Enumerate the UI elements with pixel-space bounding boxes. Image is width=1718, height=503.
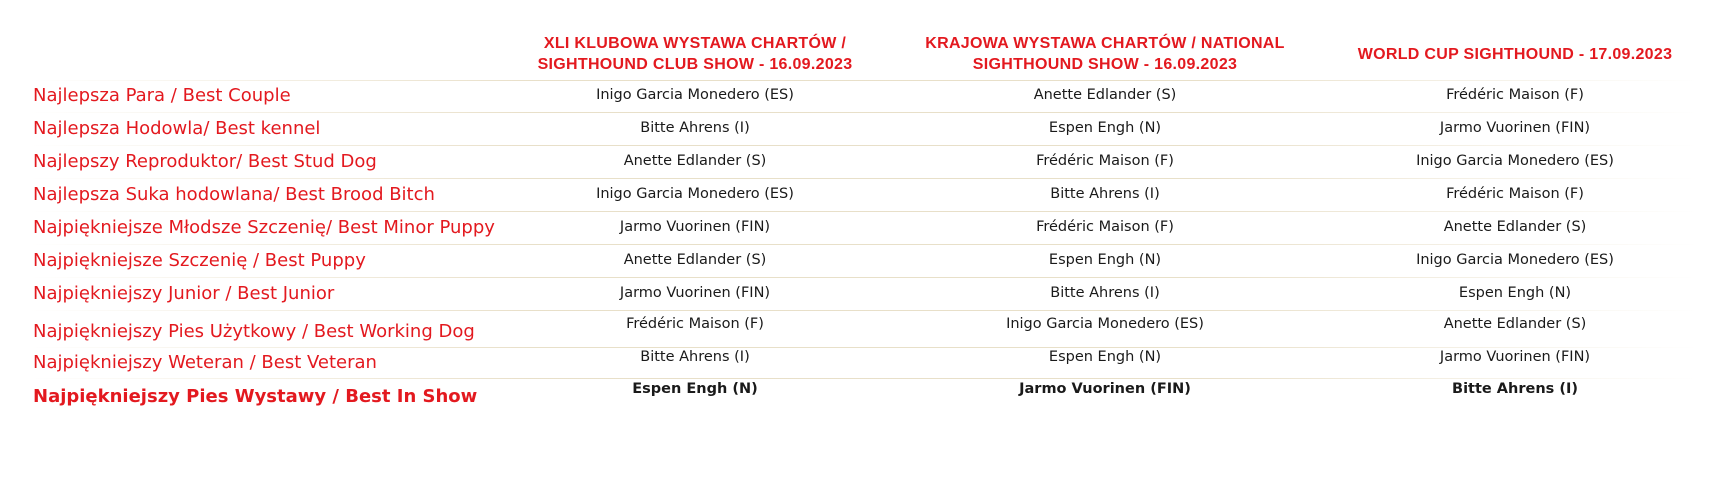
judge-cell: Jarmo Vuorinen (FIN) (1439, 120, 1591, 136)
table-row (0, 311, 1718, 348)
judge-cell: Espen Engh (N) (632, 381, 758, 397)
judge-cell: Anette Edlander (S) (1443, 316, 1587, 332)
judge-cell: Frédéric Maison (F) (1446, 87, 1584, 103)
category-label: Najpiękniejszy Pies Wystawy / Best In Show (33, 386, 478, 407)
judge-cell: Espen Engh (N) (1048, 349, 1162, 365)
judge-cell: Anette Edlander (S) (623, 153, 767, 169)
judge-cell: Jarmo Vuorinen (FIN) (1019, 381, 1191, 397)
table-row (0, 80, 1718, 113)
table-row-best-in-show (0, 379, 1718, 419)
judge-cell: Bitte Ahrens (I) (640, 349, 750, 365)
judge-cell: Bitte Ahrens (I) (1452, 381, 1578, 397)
judge-cell: Bitte Ahrens (I) (1050, 186, 1160, 202)
category-label: Najpiękniejszy Junior / Best Junior (33, 283, 335, 304)
category-label: Najlepsza Para / Best Couple (33, 85, 291, 106)
column-header-world-cup: WORLD CUP SIGHTHOUND - 17.09.2023 (1357, 45, 1673, 63)
category-label: Najpiękniejsze Szczenię / Best Puppy (33, 250, 366, 271)
table-row (0, 179, 1718, 212)
judge-cell: Jarmo Vuorinen (FIN) (619, 219, 771, 235)
judge-cell: Frédéric Maison (F) (1036, 153, 1174, 169)
judge-cell: Jarmo Vuorinen (FIN) (1439, 349, 1591, 365)
table-row (0, 245, 1718, 278)
judge-cell: Inigo Garcia Monedero (ES) (596, 186, 794, 202)
judge-cell: Frédéric Maison (F) (1446, 186, 1584, 202)
category-label: Najlepsza Suka hodowlana/ Best Brood Bitch (33, 184, 435, 205)
judge-cell: Bitte Ahrens (I) (1050, 285, 1160, 301)
table-row (0, 212, 1718, 245)
table-row (0, 348, 1718, 379)
column-header-club-show: XLI KLUBOWA WYSTAWA CHARTÓW / SIGHTHOUND CLUB SHOW - 16.09.2023 (537, 35, 853, 73)
judge-cell: Inigo Garcia Monedero (ES) (1416, 153, 1614, 169)
judge-cell: Inigo Garcia Monedero (ES) (1416, 252, 1614, 268)
category-label: Najlepsza Hodowla/ Best kennel (33, 118, 321, 139)
table-row (0, 278, 1718, 311)
category-label: Najpiękniejszy Pies Użytkowy / Best Working Dog (33, 321, 475, 342)
table-row (0, 113, 1718, 146)
judge-cell: Jarmo Vuorinen (FIN) (619, 285, 771, 301)
judge-cell: Espen Engh (N) (1048, 120, 1162, 136)
judge-cell: Inigo Garcia Monedero (ES) (596, 87, 794, 103)
judge-cell: Frédéric Maison (F) (626, 316, 764, 332)
judge-cell: Frédéric Maison (F) (1036, 219, 1174, 235)
category-label: Najpiękniejszy Weteran / Best Veteran (33, 352, 377, 373)
judge-cell: Bitte Ahrens (I) (640, 120, 750, 136)
column-header-national-show: KRAJOWA WYSTAWA CHARTÓW / NATIONAL SIGHTHOUND SHOW - 16.09.2023 (925, 35, 1285, 73)
judge-cell: Inigo Garcia Monedero (ES) (1006, 316, 1204, 332)
judge-cell: Espen Engh (N) (1048, 252, 1162, 268)
table-row (0, 146, 1718, 179)
category-label: Najpiękniejsze Młodsze Szczenię/ Best Minor Puppy (33, 217, 495, 238)
judge-cell: Anette Edlander (S) (623, 252, 767, 268)
category-label: Najlepszy Reproduktor/ Best Stud Dog (33, 151, 377, 172)
judge-cell: Espen Engh (N) (1458, 285, 1572, 301)
judge-cell: Anette Edlander (S) (1443, 219, 1587, 235)
judge-cell: Anette Edlander (S) (1033, 87, 1177, 103)
